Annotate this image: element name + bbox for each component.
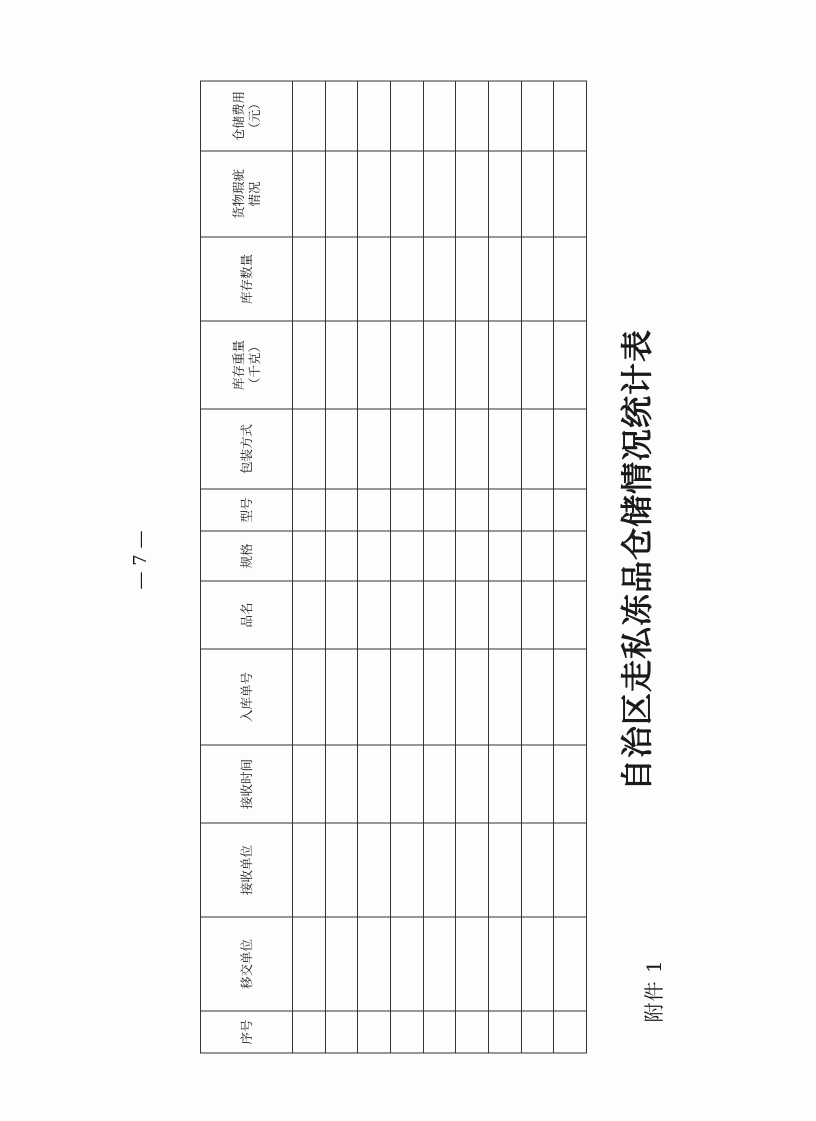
table-cell-stock-weight bbox=[358, 321, 391, 409]
table-cell-stock-qty bbox=[325, 237, 358, 321]
table-cell-receive-unit bbox=[521, 823, 554, 917]
table-cell-transfer-unit bbox=[390, 917, 423, 1011]
table-cell-seq bbox=[554, 1011, 587, 1053]
column-header-line: 仓储费用 bbox=[230, 91, 246, 142]
table-cell-storage-fee bbox=[325, 81, 358, 151]
table-cell-stock-qty bbox=[456, 237, 489, 321]
column-header-product-name bbox=[201, 581, 293, 649]
table-row bbox=[456, 81, 489, 1053]
table-cell-damage bbox=[554, 151, 587, 237]
table-cell-product-name bbox=[358, 581, 391, 649]
table-cell-packaging bbox=[358, 409, 391, 489]
column-header-line: 规格 bbox=[238, 543, 254, 569]
table-cell-stock-weight bbox=[554, 321, 587, 409]
table-cell-spec bbox=[358, 531, 391, 581]
table-cell-seq bbox=[325, 1011, 358, 1053]
table-cell-receive-time bbox=[390, 745, 423, 823]
table-cell-seq bbox=[423, 1011, 456, 1053]
column-header-line: 货物瑕疵 bbox=[230, 169, 246, 220]
table-row bbox=[325, 81, 358, 1053]
table-cell-spec bbox=[488, 531, 521, 581]
table-cell-storage-fee bbox=[456, 81, 489, 151]
table-cell-stock-qty bbox=[358, 237, 391, 321]
table-cell-stock-weight bbox=[325, 321, 358, 409]
table-cell-receive-unit bbox=[456, 823, 489, 917]
table-row bbox=[488, 81, 521, 1053]
table-cell-receive-unit bbox=[293, 823, 326, 917]
table-cell-storage-fee bbox=[358, 81, 391, 151]
table-cell-packaging bbox=[390, 409, 423, 489]
table-cell-transfer-unit bbox=[423, 917, 456, 1011]
table-cell-model bbox=[521, 489, 554, 531]
table-cell-damage bbox=[521, 151, 554, 237]
table-cell-receive-unit bbox=[423, 823, 456, 917]
table-cell-storage-fee bbox=[554, 81, 587, 151]
document-title: 自治区走私冻品仓储情况统计表 bbox=[618, 329, 656, 792]
table-cell-spec bbox=[521, 531, 554, 581]
table-cell-seq bbox=[521, 1011, 554, 1053]
table-cell-stock-qty bbox=[293, 237, 326, 321]
table-cell-storage-fee bbox=[488, 81, 521, 151]
column-header-packaging bbox=[201, 409, 293, 489]
table-cell-transfer-unit bbox=[554, 917, 587, 1011]
table-cell-spec bbox=[554, 531, 587, 581]
table-cell-transfer-unit bbox=[521, 917, 554, 1011]
table-cell-product-name bbox=[521, 581, 554, 649]
table-cell-stock-qty bbox=[423, 237, 456, 321]
table-cell-product-name bbox=[554, 581, 587, 649]
table-cell-seq bbox=[488, 1011, 521, 1053]
table-cell-receive-unit bbox=[554, 823, 587, 917]
table-cell-stock-qty bbox=[390, 237, 423, 321]
table-cell-receive-time bbox=[293, 745, 326, 823]
table-cell-product-name bbox=[325, 581, 358, 649]
table-row bbox=[521, 81, 554, 1053]
table-cell-receive-unit bbox=[488, 823, 521, 917]
table-cell-receive-unit bbox=[325, 823, 358, 917]
table-cell-transfer-unit bbox=[456, 917, 489, 1011]
table-cell-packaging bbox=[325, 409, 358, 489]
table-row bbox=[390, 81, 423, 1053]
table-cell-model bbox=[293, 489, 326, 531]
table-cell-model bbox=[325, 489, 358, 531]
column-header-line: 入库单号 bbox=[238, 672, 254, 723]
table-cell-transfer-unit bbox=[325, 917, 358, 1011]
storage-statistics-table bbox=[200, 81, 587, 1054]
table-cell-damage bbox=[456, 151, 489, 237]
table-cell-model bbox=[358, 489, 391, 531]
table-cell-stock-weight bbox=[521, 321, 554, 409]
table-cell-packaging bbox=[423, 409, 456, 489]
attachment-label: 附件 1 bbox=[642, 959, 666, 1023]
column-header-line: 型号 bbox=[238, 497, 254, 523]
column-header-line: 库存重量 bbox=[230, 340, 246, 391]
table-cell-transfer-unit bbox=[293, 917, 326, 1011]
column-header-line: （千克） bbox=[246, 340, 262, 391]
table-cell-spec bbox=[456, 531, 489, 581]
table-cell-seq bbox=[456, 1011, 489, 1053]
table-cell-product-name bbox=[293, 581, 326, 649]
table-cell-damage bbox=[358, 151, 391, 237]
table-cell-model bbox=[423, 489, 456, 531]
column-header-stock-weight bbox=[201, 321, 293, 409]
table-cell-packaging bbox=[488, 409, 521, 489]
table-cell-inbound-no bbox=[325, 649, 358, 745]
column-header-seq bbox=[201, 1011, 293, 1053]
table-cell-receive-unit bbox=[390, 823, 423, 917]
table-cell-model bbox=[456, 489, 489, 531]
column-header-line: （元） bbox=[246, 97, 262, 135]
table-cell-damage bbox=[293, 151, 326, 237]
table-cell-model bbox=[488, 489, 521, 531]
column-header-receive-time bbox=[201, 745, 293, 823]
table-cell-storage-fee bbox=[423, 81, 456, 151]
column-header-line: 库存数量 bbox=[238, 254, 254, 305]
table-cell-spec bbox=[423, 531, 456, 581]
table-cell-receive-time bbox=[456, 745, 489, 823]
table-cell-inbound-no bbox=[456, 649, 489, 745]
table-row bbox=[423, 81, 456, 1053]
table-row bbox=[358, 81, 391, 1053]
column-header-line: 序号 bbox=[238, 1019, 254, 1045]
table-cell-product-name bbox=[456, 581, 489, 649]
table-cell-inbound-no bbox=[488, 649, 521, 745]
table-cell-inbound-no bbox=[358, 649, 391, 745]
column-header-line: 情况 bbox=[246, 181, 262, 207]
table-cell-model bbox=[390, 489, 423, 531]
table-cell-stock-weight bbox=[456, 321, 489, 409]
table-cell-inbound-no bbox=[390, 649, 423, 745]
table-cell-stock-weight bbox=[293, 321, 326, 409]
table-cell-stock-weight bbox=[423, 321, 456, 409]
table-cell-stock-qty bbox=[488, 237, 521, 321]
table-cell-inbound-no bbox=[293, 649, 326, 745]
table-cell-seq bbox=[390, 1011, 423, 1053]
table-cell-spec bbox=[390, 531, 423, 581]
column-header-spec bbox=[201, 531, 293, 581]
column-header-storage-fee bbox=[201, 81, 293, 151]
table-cell-spec bbox=[293, 531, 326, 581]
column-header-line: 品名 bbox=[238, 602, 254, 628]
page-number: — 7 — bbox=[130, 530, 151, 590]
table-cell-inbound-no bbox=[521, 649, 554, 745]
column-header-line: 接收时间 bbox=[238, 759, 254, 810]
table-cell-seq bbox=[358, 1011, 391, 1053]
table-cell-receive-time bbox=[325, 745, 358, 823]
column-header-line: 移交单位 bbox=[238, 939, 254, 990]
table-cell-transfer-unit bbox=[358, 917, 391, 1011]
table-cell-seq bbox=[293, 1011, 326, 1053]
table-cell-packaging bbox=[554, 409, 587, 489]
table-cell-receive-time bbox=[358, 745, 391, 823]
table-cell-storage-fee bbox=[293, 81, 326, 151]
table-cell-storage-fee bbox=[390, 81, 423, 151]
column-header-stock-qty bbox=[201, 237, 293, 321]
column-header-model bbox=[201, 489, 293, 531]
table-body bbox=[293, 81, 587, 1053]
table-cell-inbound-no bbox=[423, 649, 456, 745]
table-row bbox=[293, 81, 326, 1053]
table-cell-receive-time bbox=[488, 745, 521, 823]
table-cell-receive-time bbox=[554, 745, 587, 823]
table-cell-model bbox=[554, 489, 587, 531]
column-header-line: 接收单位 bbox=[238, 845, 254, 896]
table-cell-packaging bbox=[456, 409, 489, 489]
table-cell-inbound-no bbox=[554, 649, 587, 745]
table-cell-receive-unit bbox=[358, 823, 391, 917]
table-cell-stock-qty bbox=[521, 237, 554, 321]
table-cell-damage bbox=[325, 151, 358, 237]
table-cell-product-name bbox=[390, 581, 423, 649]
column-header-inbound-no bbox=[201, 649, 293, 745]
table-cell-damage bbox=[488, 151, 521, 237]
table-cell-stock-weight bbox=[488, 321, 521, 409]
table-cell-transfer-unit bbox=[488, 917, 521, 1011]
table-header-row bbox=[201, 81, 293, 1053]
table-cell-stock-weight bbox=[390, 321, 423, 409]
table-cell-damage bbox=[423, 151, 456, 237]
table-cell-spec bbox=[325, 531, 358, 581]
table-cell-storage-fee bbox=[521, 81, 554, 151]
table-cell-product-name bbox=[488, 581, 521, 649]
table-cell-damage bbox=[390, 151, 423, 237]
column-header-damage bbox=[201, 151, 293, 237]
table-cell-product-name bbox=[423, 581, 456, 649]
column-header-line: 包装方式 bbox=[238, 424, 254, 475]
column-header-transfer-unit bbox=[201, 917, 293, 1011]
table-cell-packaging bbox=[293, 409, 326, 489]
table-cell-packaging bbox=[521, 409, 554, 489]
table-cell-receive-time bbox=[521, 745, 554, 823]
table-cell-stock-qty bbox=[554, 237, 587, 321]
column-header-receive-unit bbox=[201, 823, 293, 917]
table-cell-receive-time bbox=[423, 745, 456, 823]
table-row bbox=[554, 81, 587, 1053]
